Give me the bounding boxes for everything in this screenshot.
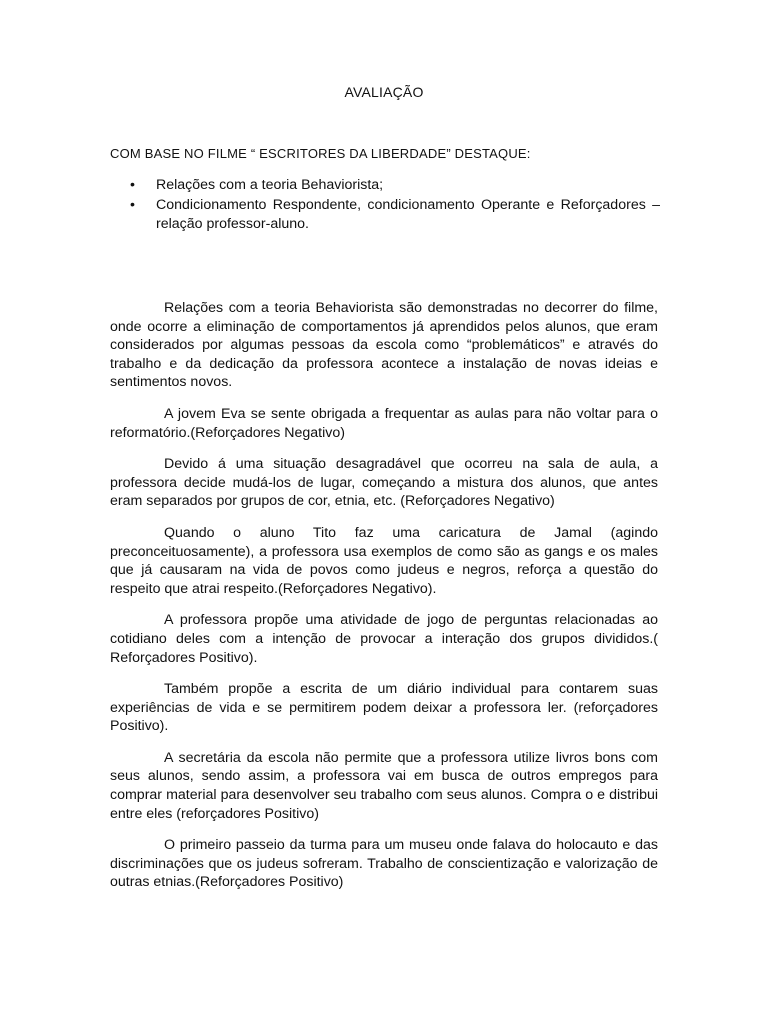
bullet-item <box>110 176 660 195</box>
paragraph: A professora propõe uma atividade de jogo de perguntas relacionadas ao cotidiano deles com a intenção de provocar a interação dos grupos divididos.( Reforçadores Positivo). <box>110 612 658 666</box>
document-subtitle: COM BASE NO FILME “ ESCRITORES DA LIBERDADE” DESTAQUE: <box>110 146 531 161</box>
paragraph: A secretária da escola não permite que a professora utilize livros bons com seus alunos, sendo assim, a professora vai em busca de outros empregos para comprar material para desenvolver seu trabalho com seus alunos. Compra o e distribui entre eles (reforçadores Positivo) <box>110 749 658 822</box>
bullet-text: Relações com a teoria Behaviorista; <box>156 177 384 193</box>
document-title: AVALIAÇÃO <box>344 84 424 100</box>
paragraph: Quando o aluno Tito faz uma caricatura de Jamal (agindo preconceituosamente), a professora usa exemplos de como são as gangs e os males que já causaram na vida de povos como judeus e negros, reforça a questão do respeito que atrai respeito.(Reforçadores Negativo). <box>110 524 658 597</box>
paragraph: O primeiro passeio da turma para um museu onde falava do holocauto e das discriminações que os judeus sofreram. Trabalho de conscientização e valorização de outras etnias.(Reforçadores Positivo) <box>110 837 658 891</box>
document-body <box>110 299 658 905</box>
bullet-list <box>110 176 660 235</box>
paragraph: Devido á uma situação desagradável que ocorreu na sala de aula, a professora decide mudá-los de lugar, começando a mistura dos alunos, que antes eram separados por grupos de cor, etnia, etc. (Reforçadores Negativo) <box>110 456 658 510</box>
bullet-icon: • <box>130 177 135 193</box>
bullet-item <box>110 196 660 234</box>
bullet-text: Condicionamento Respondente, condicionamento Operante e Reforçadores – relação professor-aluno. <box>156 197 660 232</box>
paragraph: Também propõe a escrita de um diário individual para contarem suas experiências de vida e se permitirem podem deixar a professora ler. (reforçadores Positivo). <box>110 681 658 735</box>
paragraph: Relações com a teoria Behaviorista são demonstradas no decorrer do filme, onde ocorre a eliminação de comportamentos já aprendidos pelos alunos, que eram considerados por algumas pessoas da escola como “problemáticos” e através do trabalho e da dedicação da professora acontece a instalação de novas ideias e sentimentos novos. <box>110 300 658 391</box>
bullet-icon: • <box>130 197 135 213</box>
paragraph: A jovem Eva se sente obrigada a frequentar as aulas para não voltar para o reformatório.(Reforçadores Negativo) <box>110 405 658 441</box>
